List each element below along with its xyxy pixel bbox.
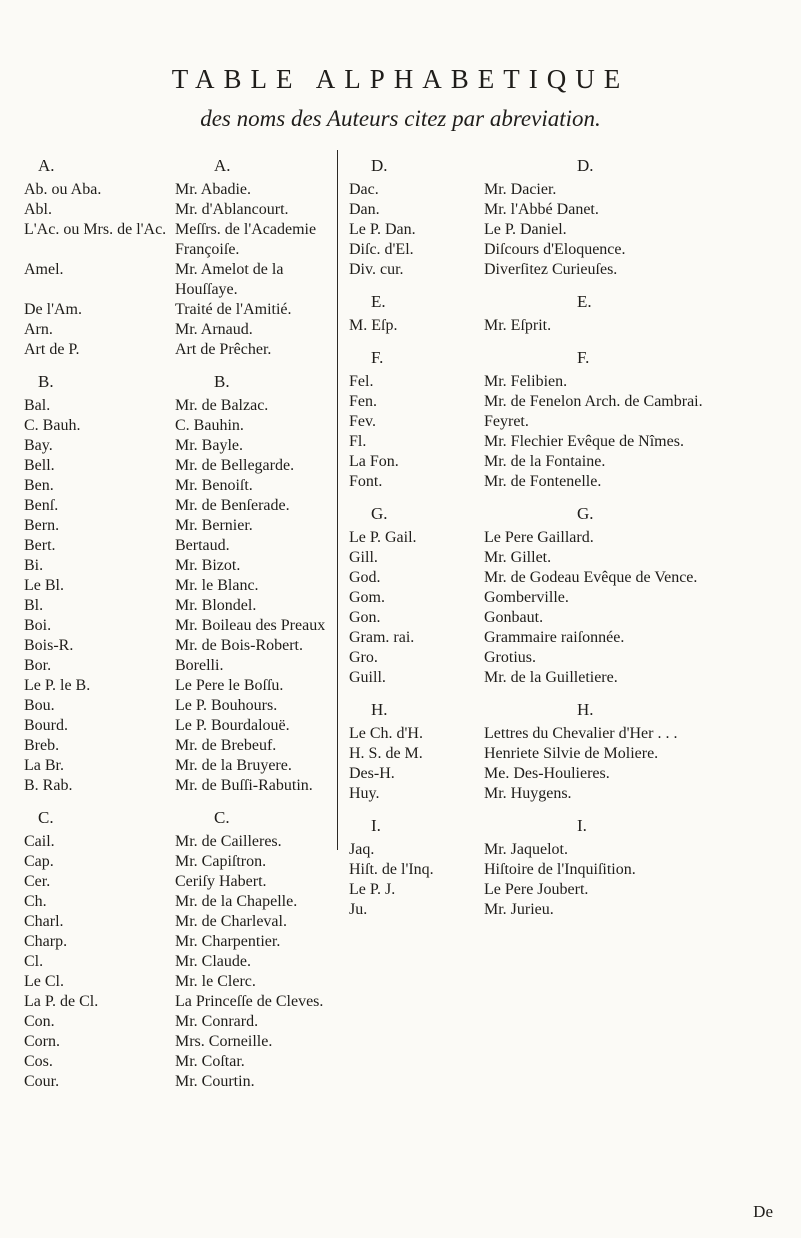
- section-letter-full: C.: [214, 808, 230, 827]
- entry-row: [24, 616, 344, 636]
- entry-author-name: Mr. de Fenelon Arch. de Cambrai.: [484, 393, 703, 410]
- section-letter-full: I.: [577, 816, 587, 835]
- entry-abbreviation: La P. de Cl.: [24, 993, 99, 1010]
- section-heading: [349, 816, 759, 840]
- entry-abbreviation: Ab. ou Aba.: [24, 181, 102, 198]
- entry-row: [349, 608, 759, 628]
- entry-abbreviation: Con.: [24, 1013, 55, 1030]
- entry-author-name: Gonbaut.: [484, 609, 544, 626]
- entry-author-name: Mr. Conrard.: [175, 1013, 259, 1030]
- entry-abbreviation: Ch.: [24, 893, 47, 910]
- section-heading: [24, 372, 344, 396]
- entry-author-name: Mr. de Fontenelle.: [484, 473, 602, 490]
- entry-row: [349, 840, 759, 860]
- entry-row: [24, 872, 344, 892]
- entry-author-name: Mrs. Corneille.: [175, 1033, 273, 1050]
- entry-author-name: Mr. Felibien.: [484, 373, 568, 390]
- entry-abbreviation: Breb.: [24, 737, 60, 754]
- entry-author-name: Le P. Bouhours.: [175, 697, 278, 714]
- entry-row: [349, 392, 759, 412]
- entry-row: [349, 180, 759, 200]
- entry-abbreviation: Le P. le B.: [24, 677, 91, 694]
- entry-author-name: Mr. d'Ablancourt.: [175, 201, 289, 218]
- section-heading: [349, 348, 759, 372]
- entry-row: [349, 372, 759, 392]
- entry-row: [24, 1052, 344, 1072]
- entry-author-name: Le Pere le Boſſu.: [175, 677, 284, 694]
- entry-abbreviation: Cos.: [24, 1053, 53, 1070]
- entry-row: [24, 516, 344, 536]
- entry-author-name: Grammaire raiſonnée.: [484, 629, 625, 646]
- section-letter-abbr: C.: [38, 808, 54, 827]
- section-letter-full: E.: [577, 292, 592, 311]
- entry-abbreviation: Font.: [349, 473, 383, 490]
- section-letter-full: G.: [577, 504, 594, 523]
- entry-author-name: Mr. Eſprit.: [484, 317, 552, 334]
- entry-row: [349, 472, 759, 492]
- entry-row: [24, 636, 344, 656]
- entry-row: [349, 764, 759, 784]
- entry-row: [349, 260, 759, 280]
- entry-row: [24, 716, 344, 736]
- entry-abbreviation: Cour.: [24, 1073, 60, 1090]
- right-column: [349, 156, 759, 932]
- entry-row: [24, 300, 344, 320]
- entry-abbreviation: De l'Am.: [24, 301, 82, 318]
- left-column: [24, 156, 344, 1104]
- entry-author-name: Mr. de Benſerade.: [175, 497, 290, 514]
- entry-abbreviation: Bois-R.: [24, 637, 74, 654]
- entry-author-name: C. Bauhin.: [175, 417, 244, 434]
- entry-row: [349, 548, 759, 568]
- entry-abbreviation: Le P. Dan.: [349, 221, 416, 238]
- entry-author-name: Le P. Daniel.: [484, 221, 567, 238]
- entry-row: [349, 200, 759, 220]
- entry-abbreviation: B. Rab.: [24, 777, 73, 794]
- entry-author-name: Mr. l'Abbé Danet.: [484, 201, 599, 218]
- entry-row: [24, 200, 344, 220]
- entry-row: [349, 528, 759, 548]
- entry-row: [349, 432, 759, 452]
- entry-author-name: Mr. le Blanc.: [175, 577, 259, 594]
- entry-abbreviation: Art de P.: [24, 341, 80, 358]
- entry-author-name: Mr. de Cailleres.: [175, 833, 282, 850]
- section-letter-abbr: A.: [38, 156, 55, 175]
- entry-author-name: Gomberville.: [484, 589, 569, 606]
- entry-abbreviation: Amel.: [24, 261, 64, 278]
- entry-row: [24, 340, 344, 360]
- entry-row: [24, 556, 344, 576]
- entry-abbreviation: Bell.: [24, 457, 55, 474]
- section-letter-full: D.: [577, 156, 594, 175]
- entry-row: [24, 832, 344, 852]
- entry-row: [24, 912, 344, 932]
- entry-author-name: Diſcours d'Eloquence.: [484, 241, 626, 258]
- letter-section: [349, 504, 759, 688]
- section-heading: [349, 504, 759, 528]
- entry-abbreviation: Bor.: [24, 657, 52, 674]
- entry-row: [24, 1032, 344, 1052]
- entry-author-name: Mr. Coſtar.: [175, 1053, 245, 1070]
- page-subtitle: des noms des Auteurs citez par abreviation.: [200, 106, 601, 131]
- section-letter-full: F.: [577, 348, 590, 367]
- entry-author-name: Mr. Abadie.: [175, 181, 251, 198]
- letter-section: [24, 156, 344, 360]
- section-letter-abbr: I.: [371, 816, 381, 835]
- letter-section: [349, 700, 759, 804]
- entry-author-name: Mr. Jaquelot.: [484, 841, 568, 858]
- entry-abbreviation: Hiſt. de l'Inq.: [349, 861, 434, 878]
- entry-author-name: Mr. Bizot.: [175, 557, 241, 574]
- entry-abbreviation: Arn.: [24, 321, 53, 338]
- entry-author-name: Mr. Arnaud.: [175, 321, 253, 338]
- entry-abbreviation: Charp.: [24, 933, 68, 950]
- entry-abbreviation: Le Cl.: [24, 973, 64, 990]
- entry-abbreviation: Gro.: [349, 649, 378, 666]
- entry-author-name: Mr. Flechier Evêque de Nîmes.: [484, 433, 684, 450]
- entry-abbreviation: Gom.: [349, 589, 385, 606]
- letter-section: [24, 808, 344, 1092]
- entry-author-name: Borelli.: [175, 657, 224, 674]
- entry-author-name: Le Pere Gaillard.: [484, 529, 594, 546]
- entry-author-name: Mr. Jurieu.: [484, 901, 554, 918]
- section-letter-abbr: F.: [371, 348, 384, 367]
- entry-abbreviation: Cer.: [24, 873, 51, 890]
- entry-row: [349, 412, 759, 432]
- entry-author-name: Bertaud.: [175, 537, 230, 554]
- entry-author-name: Me. Des-Houlieres.: [484, 765, 610, 782]
- entry-abbreviation: Gram. rai.: [349, 629, 415, 646]
- entry-author-name: Mr. de Godeau Evêque de Vence.: [484, 569, 698, 586]
- entry-abbreviation: Bl.: [24, 597, 44, 614]
- entry-abbreviation: Bi.: [24, 557, 44, 574]
- entry-abbreviation: Div. cur.: [349, 261, 404, 278]
- entry-author-name: Ceriſy Habert.: [175, 873, 267, 890]
- entry-abbreviation: God.: [349, 569, 381, 586]
- letter-section: [349, 348, 759, 492]
- entry-author-name: Lettres du Chevalier d'Her . . .: [484, 725, 678, 742]
- entry-abbreviation: Ben.: [24, 477, 54, 494]
- section-heading: [24, 156, 344, 180]
- entry-abbreviation: Gon.: [349, 609, 381, 626]
- entry-abbreviation: Bou.: [24, 697, 55, 714]
- entry-author-name: Mr. de Buſſi-Rabutin.: [175, 777, 313, 794]
- entry-abbreviation: La Br.: [24, 757, 64, 774]
- section-heading: [349, 292, 759, 316]
- entry-row: [349, 668, 759, 688]
- entry-abbreviation: Huy.: [349, 785, 380, 802]
- entry-abbreviation: Dac.: [349, 181, 379, 198]
- entry-author-name: Mr. Blondel.: [175, 597, 257, 614]
- entry-abbreviation: Boi.: [24, 617, 52, 634]
- entry-row: [349, 880, 759, 900]
- entry-abbreviation: Bern.: [24, 517, 60, 534]
- entry-author-name: Mr. de la Bruyere.: [175, 757, 292, 774]
- entry-author-name: Traité de l'Amitié.: [175, 301, 292, 318]
- entry-author-name: Mr. de la Chapelle.: [175, 893, 298, 910]
- entry-abbreviation: Jaq.: [349, 841, 375, 858]
- entry-author-name: Mr. le Clerc.: [175, 973, 256, 990]
- entry-abbreviation: Le Bl.: [24, 577, 64, 594]
- section-heading: [349, 156, 759, 180]
- entry-row: [24, 536, 344, 556]
- entry-abbreviation: Le P. J.: [349, 881, 396, 898]
- entry-author-name: Grotius.: [484, 649, 536, 666]
- entry-row: [349, 240, 759, 260]
- entry-row: [24, 1072, 344, 1092]
- letter-section: [349, 292, 759, 336]
- entry-row: [349, 220, 759, 240]
- entry-abbreviation: Cl.: [24, 953, 44, 970]
- entry-author-name: Mr. Benoiſt.: [175, 477, 253, 494]
- entry-author-name: Mr. de Balzac.: [175, 397, 269, 414]
- entry-row: [24, 676, 344, 696]
- entry-row: [24, 852, 344, 872]
- entry-row: [349, 316, 759, 336]
- entry-row: [24, 932, 344, 952]
- entry-author-name: Mr. Gillet.: [484, 549, 552, 566]
- entry-row: [24, 696, 344, 716]
- entry-row: [24, 656, 344, 676]
- page-title: TABLE ALPHABETIQUE: [171, 64, 630, 94]
- section-letter-full: H.: [577, 700, 594, 719]
- entry-author-name: Art de Prêcher.: [175, 341, 272, 358]
- entry-row: [24, 992, 344, 1012]
- entry-author-name: Mr. Bernier.: [175, 517, 253, 534]
- section-letter-abbr: G.: [371, 504, 388, 523]
- entry-author-name: Feyret.: [484, 413, 529, 430]
- entry-row: [24, 952, 344, 972]
- entry-row: [349, 784, 759, 804]
- entry-row: [24, 576, 344, 596]
- section-letter-abbr: D.: [371, 156, 388, 175]
- section-heading: [24, 808, 344, 832]
- entry-author-name: La Princeſſe de Cleves.: [175, 993, 324, 1010]
- entry-abbreviation: Le Ch. d'H.: [349, 725, 423, 742]
- entry-row: [24, 476, 344, 496]
- entry-row: [24, 756, 344, 776]
- entry-row: [24, 436, 344, 456]
- entry-row: [349, 724, 759, 744]
- section-letter-full: B.: [214, 372, 230, 391]
- entry-abbreviation: La Fon.: [349, 453, 399, 470]
- entry-abbreviation: Bert.: [24, 537, 56, 554]
- section-letter-abbr: B.: [38, 372, 54, 391]
- entry-row: [24, 456, 344, 476]
- entry-row: [24, 596, 344, 616]
- entry-abbreviation: Corn.: [24, 1033, 60, 1050]
- entry-row: [24, 1012, 344, 1032]
- entry-row: [24, 180, 344, 200]
- entry-abbreviation: C. Bauh.: [24, 417, 81, 434]
- entry-row: [24, 972, 344, 992]
- entry-abbreviation: Fel.: [349, 373, 374, 390]
- entry-row: [24, 260, 344, 300]
- entry-abbreviation: Abl.: [24, 201, 52, 218]
- entry-author-name: Le Pere Joubert.: [484, 881, 589, 898]
- entry-author-name: Mr. Courtin.: [175, 1073, 255, 1090]
- section-letter-full: A.: [214, 156, 231, 175]
- entry-row: [349, 588, 759, 608]
- entry-author-name: Mr. Charpentier.: [175, 933, 281, 950]
- entry-abbreviation: Guill.: [349, 669, 386, 686]
- entry-abbreviation: Fen.: [349, 393, 377, 410]
- entry-author-name: Mr. Dacier.: [484, 181, 557, 198]
- entry-row: [349, 744, 759, 764]
- catchword: De: [753, 1202, 773, 1221]
- section-letter-abbr: E.: [371, 292, 386, 311]
- entry-author-name: Mr. Capiſtron.: [175, 853, 267, 870]
- entry-author-name: Mr. Huygens.: [484, 785, 572, 802]
- entry-author-name: Diverſitez Curieuſes.: [484, 261, 618, 278]
- entry-abbreviation: Bal.: [24, 397, 51, 414]
- entry-author-name: Meſſrs. de l'Academie Françoiſe.: [175, 221, 317, 258]
- letter-section: [349, 156, 759, 280]
- entry-row: [349, 860, 759, 880]
- entry-abbreviation: Le P. Gail.: [349, 529, 417, 546]
- entry-abbreviation: Dan.: [349, 201, 380, 218]
- entry-abbreviation: Charl.: [24, 913, 64, 930]
- entry-author-name: Henriete Silvie de Moliere.: [484, 745, 659, 762]
- entry-author-name: Hiſtoire de l'Inquiſition.: [484, 861, 636, 878]
- entry-row: [24, 320, 344, 340]
- entry-author-name: Mr. de Brebeuf.: [175, 737, 277, 754]
- entry-author-name: Mr. Bayle.: [175, 437, 243, 454]
- entry-abbreviation: Fl.: [349, 433, 367, 450]
- entry-author-name: Mr. Boileau des Preaux: [175, 617, 326, 634]
- entry-row: [24, 396, 344, 416]
- entry-abbreviation: Fev.: [349, 413, 376, 430]
- entry-abbreviation: Diſc. d'El.: [349, 241, 414, 258]
- entry-row: [349, 648, 759, 668]
- entry-row: [24, 736, 344, 756]
- entry-author-name: Mr. de Bellegarde.: [175, 457, 295, 474]
- entry-author-name: Mr. de la Fontaine.: [484, 453, 606, 470]
- entry-row: [24, 220, 344, 260]
- entry-abbreviation: M. Eſp.: [349, 317, 398, 334]
- entry-author-name: Mr. Amelot de la Houſſaye.: [175, 261, 284, 298]
- section-letter-abbr: H.: [371, 700, 388, 719]
- entry-abbreviation: Des-H.: [349, 765, 395, 782]
- entry-row: [24, 892, 344, 912]
- entry-author-name: Le P. Bourdalouë.: [175, 717, 290, 734]
- letter-section: [349, 816, 759, 920]
- entry-row: [24, 416, 344, 436]
- entry-author-name: Mr. de Charleval.: [175, 913, 287, 930]
- section-heading: [349, 700, 759, 724]
- entry-row: [349, 452, 759, 472]
- entry-abbreviation: Bay.: [24, 437, 53, 454]
- entry-abbreviation: Benſ.: [24, 497, 59, 514]
- entry-abbreviation: Gill.: [349, 549, 378, 566]
- entry-row: [349, 628, 759, 648]
- entry-abbreviation: H. S. de M.: [349, 745, 423, 762]
- entry-author-name: Mr. Claude.: [175, 953, 251, 970]
- entry-row: [24, 496, 344, 516]
- entry-row: [349, 568, 759, 588]
- entry-abbreviation: Ju.: [349, 901, 368, 918]
- entry-abbreviation: Cap.: [24, 853, 54, 870]
- entry-abbreviation: Bourd.: [24, 717, 68, 734]
- letter-section: [24, 372, 344, 796]
- entry-abbreviation: L'Ac. ou Mrs. de l'Ac.: [24, 221, 167, 238]
- entry-author-name: Mr. de la Guilletiere.: [484, 669, 618, 686]
- entry-row: [349, 900, 759, 920]
- entry-abbreviation: Cail.: [24, 833, 55, 850]
- entry-author-name: Mr. de Bois-Robert.: [175, 637, 303, 654]
- entry-row: [24, 776, 344, 796]
